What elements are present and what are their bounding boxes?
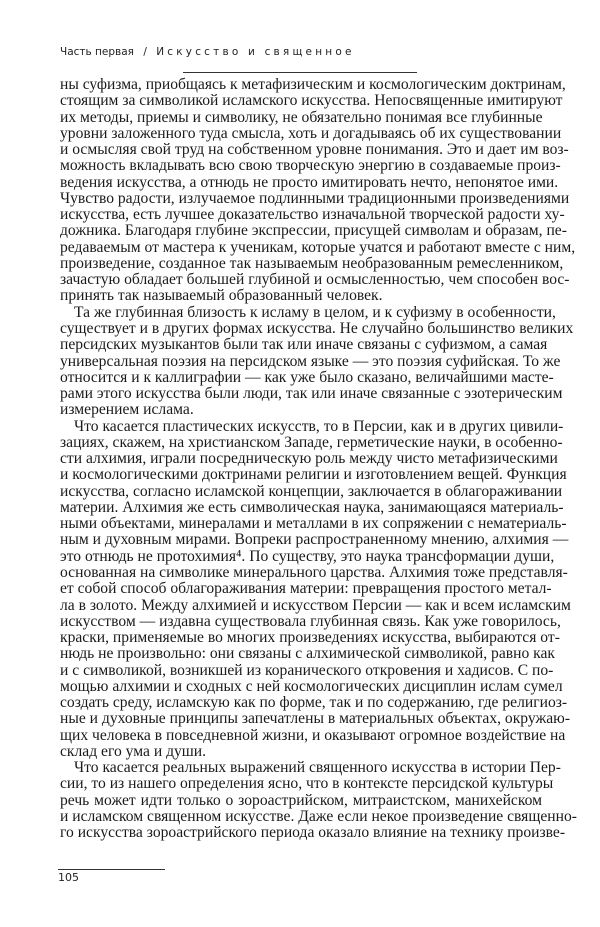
text-line: стоящим за символикой исламского искусства. Непосвященные имитируют <box>60 92 563 110</box>
text-line: ным и духовным мирами. Вопреки распространенному мнению, алхимия — <box>60 531 569 549</box>
paragraph <box>60 417 571 761</box>
text-line: искусства, есть лучшее доказательство изначальной творческой радости ху- <box>60 206 565 224</box>
text-line: ет собой способ облагораживания материи: превращения простого метал- <box>60 580 552 598</box>
text-line: и исламском священном искусстве. Даже если некое произведение священно- <box>60 807 577 825</box>
text-line: сии, то из нашего определения ясно, что в контексте персидской культуры <box>60 775 554 793</box>
text-line: и космологическими доктринами религии и изготовлением вещей. Функция <box>60 466 567 484</box>
paragraph <box>60 303 574 419</box>
text-line: материи. Алхимия же есть символическая наука, занимающаяся материаль- <box>60 498 564 516</box>
text-line: их методы, приемы и символику, не обязательно понимая все глубинные <box>60 108 543 126</box>
text-line: рами этого искусства были люди, так или иначе связанные с эзотерическим <box>60 385 563 403</box>
text-line: принять так называемый образованный человек. <box>60 287 383 305</box>
header-separator: / <box>143 46 147 58</box>
text-line: ными объектами, минералами и металлами в их сопряжении с нематериаль- <box>60 515 567 533</box>
running-header <box>60 46 355 58</box>
text-line: это отнюдь не протохимия⁴. По существу, это наука трансформации души, <box>60 547 555 565</box>
text-line: речь может идти только о зороастрийском, митраистском, манихейском <box>60 791 542 809</box>
text-line: сти алхимия, играли посредническую роль между чисто метафизическими <box>60 450 558 468</box>
text-line: Та же глубинная близость к исламу в целом, и к суфизму в особенности, <box>74 303 556 321</box>
text-line: ла в золото. Между алхимией и искусством Персии — как и всем исламским <box>60 596 571 614</box>
text-line: мощью алхимии и сходных с ней космологических дисциплин ислам сумел <box>60 677 563 695</box>
text-line: склад его ума и души. <box>60 742 207 760</box>
text-line: Чувство радости, излучаемое подлинными традиционными произведениями <box>60 189 570 207</box>
header-rule <box>183 72 417 73</box>
page-number: 105 <box>58 871 79 884</box>
text-line: Что касается реальных выражений священного искусства в истории Пер- <box>74 759 561 777</box>
text-line: искусством — издавна существовала глубинная связь. Как уже говорилось, <box>60 612 561 630</box>
text-line: нюдь не произвольно: они связаны с алхимической символикой, равно как <box>60 645 556 663</box>
paragraph <box>60 76 576 305</box>
text-line: и осмысляя свой труд на собственном уровне понимания. Это и дает им воз- <box>60 141 569 159</box>
paragraph <box>60 759 577 842</box>
text-line: измерением ислама. <box>60 401 194 419</box>
text-line: существует и в других формах искусства. Не случайно большинство великих <box>60 319 574 337</box>
text-line: зациях, скажем, на христианском Западе, герметические науки, в особенно- <box>60 433 563 451</box>
text-line: универсальная поэзия на персидском языке — это поэзия суфийская. То же <box>60 352 561 370</box>
text-line: уровни заложенного туда смысла, хоть и догадываясь об их существовании <box>60 124 562 142</box>
text-line: создать среду, исламскую как по форме, так и по содержанию, где религиоз- <box>60 694 568 712</box>
text-line: и с символикой, возникшей из коранического откровения и хадисов. С по- <box>60 661 554 679</box>
header-section: Искусство и священное <box>156 46 355 58</box>
text-line: основанная на символике минерального царства. Алхимия тоже представля- <box>60 563 568 581</box>
body-text <box>60 76 577 842</box>
text-line: произведение, созданное так называемым необразованным ремесленником, <box>60 254 564 272</box>
text-line: зачастую обладает большей глубиной и осмысленностью, чем способен вос- <box>60 271 570 289</box>
header-part: Часть первая <box>60 46 134 58</box>
text-line: искусства, согласно исламской концепции, заключается в облагораживании <box>60 482 563 500</box>
text-line: дожника. Благодаря глубине экспрессии, присущей символам и образам, пе- <box>60 222 567 240</box>
text-line: относится и к каллиграфии — как уже было сказано, величайшими масте- <box>60 368 554 386</box>
text-line: ны суфизма, приобщаясь к метафизическим и космологическим доктринам, <box>60 76 566 93</box>
text-line: можность вкладывать всю свою творческую энергию в создаваемые произ- <box>60 157 561 175</box>
text-line: ные и духовные принципы запечатлены в материальных объектах, окружаю- <box>60 710 571 728</box>
text-line: редаваемым от мастера к ученикам, которые учатся и работают вместе с ним, <box>60 238 576 256</box>
footer-rule <box>58 869 165 870</box>
text-line: персидских музыкантов были так или иначе связаны с суфизмом, а самая <box>60 336 548 354</box>
text-line: ведения искусства, а отнюдь не просто имитировать нечто, непонятое ими. <box>60 173 559 191</box>
text-line: го искусства зороастрийского периода оказало влияние на технику произве- <box>60 824 566 842</box>
text-line: щих человека в повседневной жизни, и оказывают огромное воздействие на <box>60 726 566 744</box>
text-line: Что касается пластических искусств, то в Персии, как и в других цивили- <box>74 417 564 435</box>
text-line: краски, применяемые во многих произведениях искусства, выбираются от- <box>60 629 560 647</box>
